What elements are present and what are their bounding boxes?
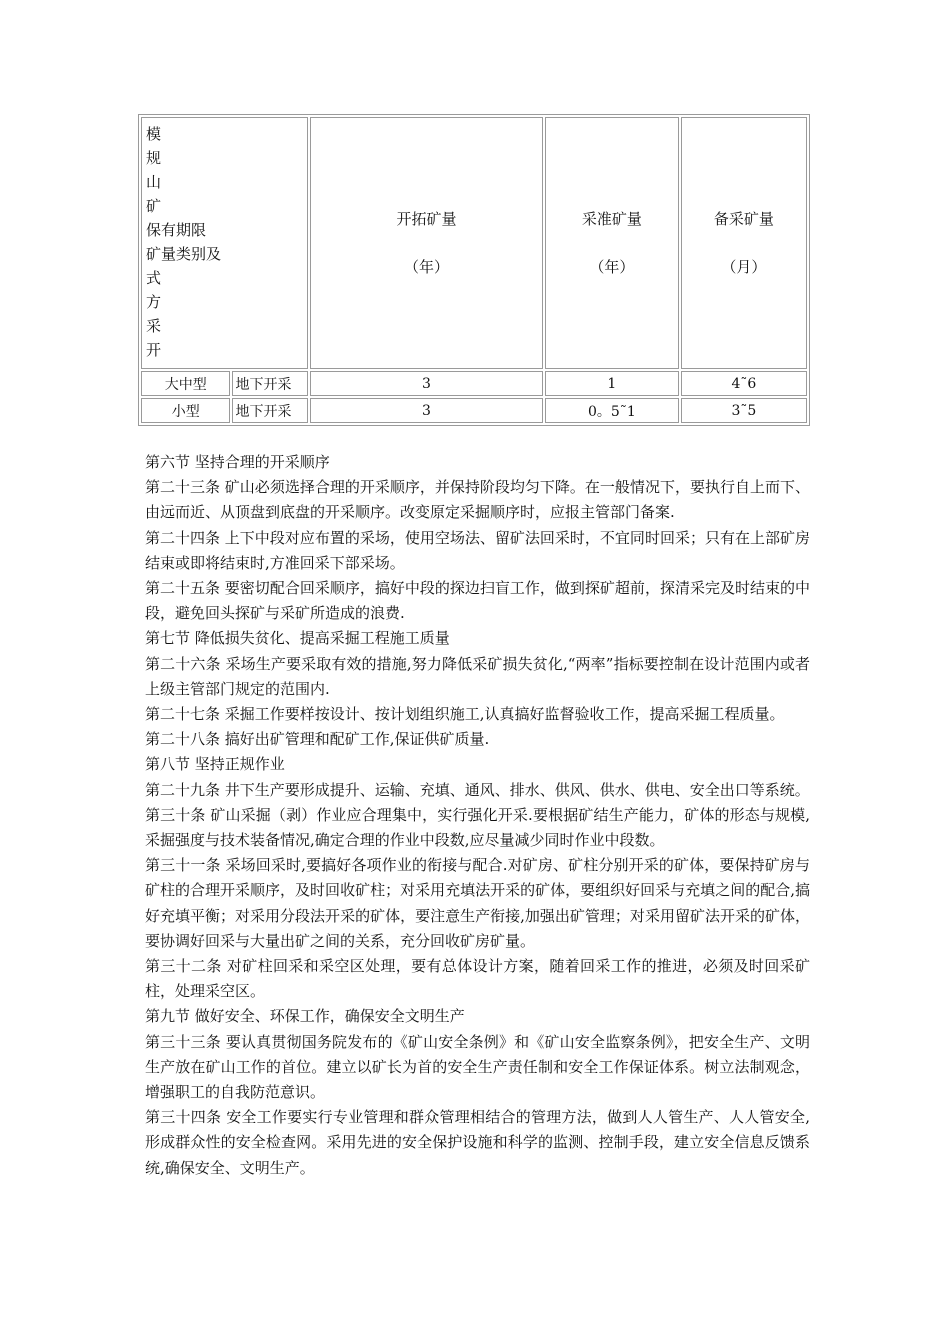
article-paragraph: 第二十四条 上下中段对应布置的采场，使用空场法、留矿法回采时，不宜同时回采；只有在上部矿房结束或即将结束时,方准回采下部采场。 — [145, 528, 810, 572]
column-header-development — [310, 117, 543, 369]
article-paragraph: 第三十一条 采场回采时,要搞好各项作业的衔接与配合.对矿房、矿柱分别开采的矿体，要保持矿房与矿柱的合理开采顺序，及时回收矿柱；对采用充填法开采的矿体，要组织好回采与充填之间的配合,搞好充填平衡；对采用分段法开采的矿体，要注意生产衔接,加强出矿管理；对采用留矿法开采的矿体，要协调好回采与大量出矿之间的关系，充分回收矿房矿量。 — [145, 856, 810, 950]
article-paragraph: 第二十六条 采场生产要采取有效的措施,努力降低采矿损失贫化,“两率”指标要控制在设计范围内或者上级主管部门规定的范围内. — [145, 654, 810, 698]
section-heading: 第六节 坚持合理的开采顺序 — [145, 453, 330, 471]
vertical-header-line: 采 — [146, 317, 162, 335]
value-cell: 3˜5 — [681, 398, 807, 423]
column-header-ready — [681, 117, 807, 369]
vertical-header-line: 式 — [146, 269, 162, 287]
section-heading: 第八节 坚持正规作业 — [145, 755, 285, 774]
vertical-header-line: 方 — [146, 293, 162, 311]
article-paragraph: 第三十四条 安全工作要实行专业管理和群众管理相结合的管理方法，做到人人管生产、人人管安全,形成群众性的安全检查网。采用先进的安全保护设施和科学的监测、控制手段，建立安全信息反馈系统,确保安全、文明生产。 — [145, 1108, 810, 1177]
table-header-row — [141, 117, 807, 369]
value-cell: 0。5˜1 — [545, 398, 679, 423]
article-paragraph: 第二十三条 矿山必须选择合理的开采顺序，并保持阶段均匀下降。在一般情况下，要执行自上而下、由远而近、从顶盘到底盘的开采顺序。改变原定采掘顺序时，应报主管部门备案. — [145, 478, 810, 522]
method-cell: 地下开采 — [232, 398, 308, 423]
column-title: 备采矿量 — [713, 210, 774, 228]
article-paragraph: 第二十五条 要密切配合回采顺序，搞好中段的探边扫盲工作，做到探矿超前，探清采完及时结束的中段，避免回头探矿与采矿所造成的浪费. — [145, 579, 810, 623]
column-title: 开拓矿量 — [396, 210, 457, 228]
section-heading: 第九节 做好安全、环保工作，确保安全文明生产 — [145, 1007, 465, 1026]
table-row — [141, 371, 807, 396]
vertical-header-line: 开 — [146, 341, 162, 359]
column-unit: （月） — [721, 258, 767, 276]
vertical-header-line: 山 — [146, 173, 162, 191]
body-text — [145, 450, 810, 1181]
article-paragraph: 第二十九条 井下生产要形成提升、运输、充填、通风、排水、供风、供水、供电、安全出口等系统。 — [145, 780, 810, 799]
vertical-header-line: 保有期限 — [146, 221, 207, 239]
article-paragraph: 第二十八条 搞好出矿管理和配矿工作,保证供矿质量. — [145, 730, 490, 749]
reserve-table — [138, 114, 810, 426]
article-paragraph: 第三十二条 对矿柱回采和采空区处理，要有总体设计方案，随着回采工作的推进，必须及时回采矿柱，处理采空区。 — [145, 957, 810, 1001]
vertical-header-line: 矿 — [146, 197, 162, 215]
table-row — [141, 398, 807, 423]
value-cell: 1 — [545, 371, 679, 396]
vertical-header-line: 模 — [146, 125, 162, 143]
section-heading: 第七节 降低损失贫化、提高采掘工程施工质量 — [145, 629, 450, 648]
column-unit: （年） — [589, 258, 635, 276]
value-cell: 3 — [310, 371, 543, 396]
value-cell: 3 — [310, 398, 543, 423]
scale-cell: 大中型 — [141, 371, 230, 396]
vertical-header-line: 矿量类别及 — [146, 245, 222, 263]
article-paragraph: 第二十七条 采掘工作要样按设计、按计划组织施工,认真搞好监督验收工作，提高采掘工程质量。 — [145, 705, 785, 724]
scale-cell: 小型 — [141, 398, 230, 423]
article-paragraph: 第三十三条 要认真贯彻国务院发布的《矿山安全条例》和《矿山安全监察条例》，把安全生产、文明生产放在矿山工作的首位。建立以矿长为首的安全生产责任制和安全工作保证体系。树立法制观念，增强职工的自我防范意识。 — [145, 1032, 810, 1102]
column-header-prepared — [545, 117, 679, 369]
vertical-header-line: 规 — [146, 149, 162, 167]
article-paragraph: 第三十条 矿山采掘（剥）作业应合理集中，实行强化开采.要根据矿结生产能力，矿体的形态与规模,采掘强度与技术装备情况,确定合理的作业中段数,应尽量减少同时作业中段数。 — [145, 805, 810, 850]
method-cell: 地下开采 — [232, 371, 308, 396]
value-cell: 4˜6 — [681, 371, 807, 396]
column-unit: （年） — [403, 258, 449, 276]
vertical-header-cell — [141, 117, 308, 369]
column-title: 采准矿量 — [581, 210, 642, 228]
